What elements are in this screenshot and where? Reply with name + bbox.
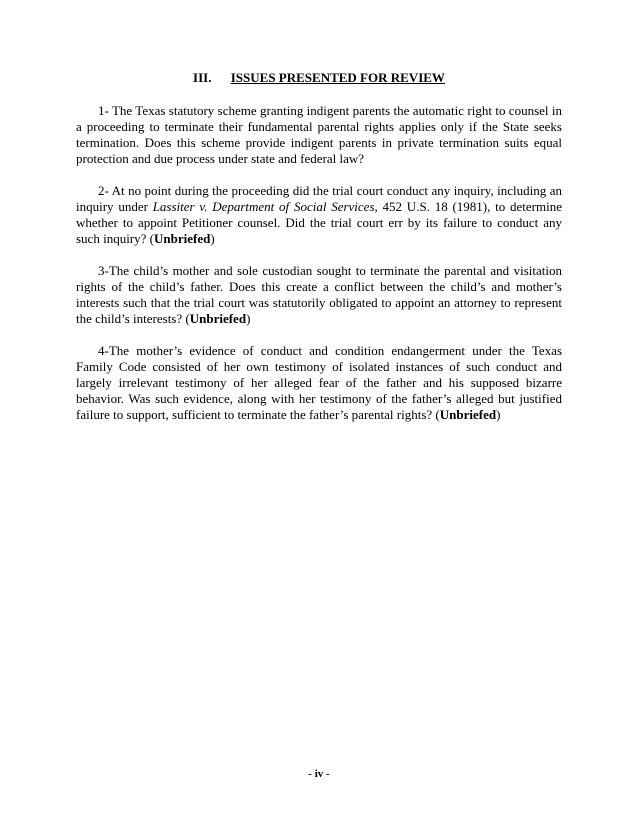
issue-4-close: ) [496, 407, 501, 422]
page-number: - iv - [308, 768, 330, 780]
issue-4 [76, 343, 562, 423]
section-title: ISSUES PRESENTED FOR REVIEW [230, 70, 445, 85]
issue-1 [76, 103, 562, 167]
issue-2-text-after: , 452 U.S. 18 (1981), to determine whether to appoint Petitioner counsel. Did the trial court err by its failure to conduct any such inquiry? ( [76, 199, 562, 246]
issue-2-close: ) [210, 231, 215, 246]
issue-4-status: Unbriefed [439, 407, 497, 422]
issue-4-text: 4-The mother’s evidence of conduct and condition endangerment under the Texas Family Code consisted of her own testimony of isolated instances of such conduct and largely irrelevant testimony of her alleged fear of the father and his supposed bizarre behavior. Was such evidence, along with her testimony of the father’s alleged but justified failure to support, sufficient to terminate the father’s parental rights? ( [76, 343, 562, 422]
issue-3-status: Unbriefed [189, 311, 247, 326]
issue-1-text: 1- The Texas statutory scheme granting indigent parents the automatic right to counsel in a proceeding to terminate their fundamental parental rights applies only if the State seeks termination. Does this scheme provide indigent parents in private termination suits equal protection and due process under state and federal law? [76, 103, 562, 166]
issues-list [76, 103, 562, 423]
issue-2-status: Unbriefed [153, 231, 211, 246]
issue-2 [76, 183, 562, 247]
issue-2-text-before: 2- At no point during the proceeding did the trial court conduct any inquiry, including an inquiry under [76, 183, 562, 214]
issue-3 [76, 263, 562, 327]
section-heading [0, 70, 638, 86]
case-citation: Lassiter v. Department of Social Services [152, 199, 375, 214]
issue-3-close: ) [246, 311, 251, 326]
section-number: III. [193, 70, 212, 85]
issue-3-text: 3-The child’s mother and sole custodian sought to terminate the parental and visitation rights of the child’s father. Does this create a conflict between the child’s and mother’s interests such that the trial court was statutorily obligated to appoint an attorney to represent the child’s interests? ( [76, 263, 562, 326]
